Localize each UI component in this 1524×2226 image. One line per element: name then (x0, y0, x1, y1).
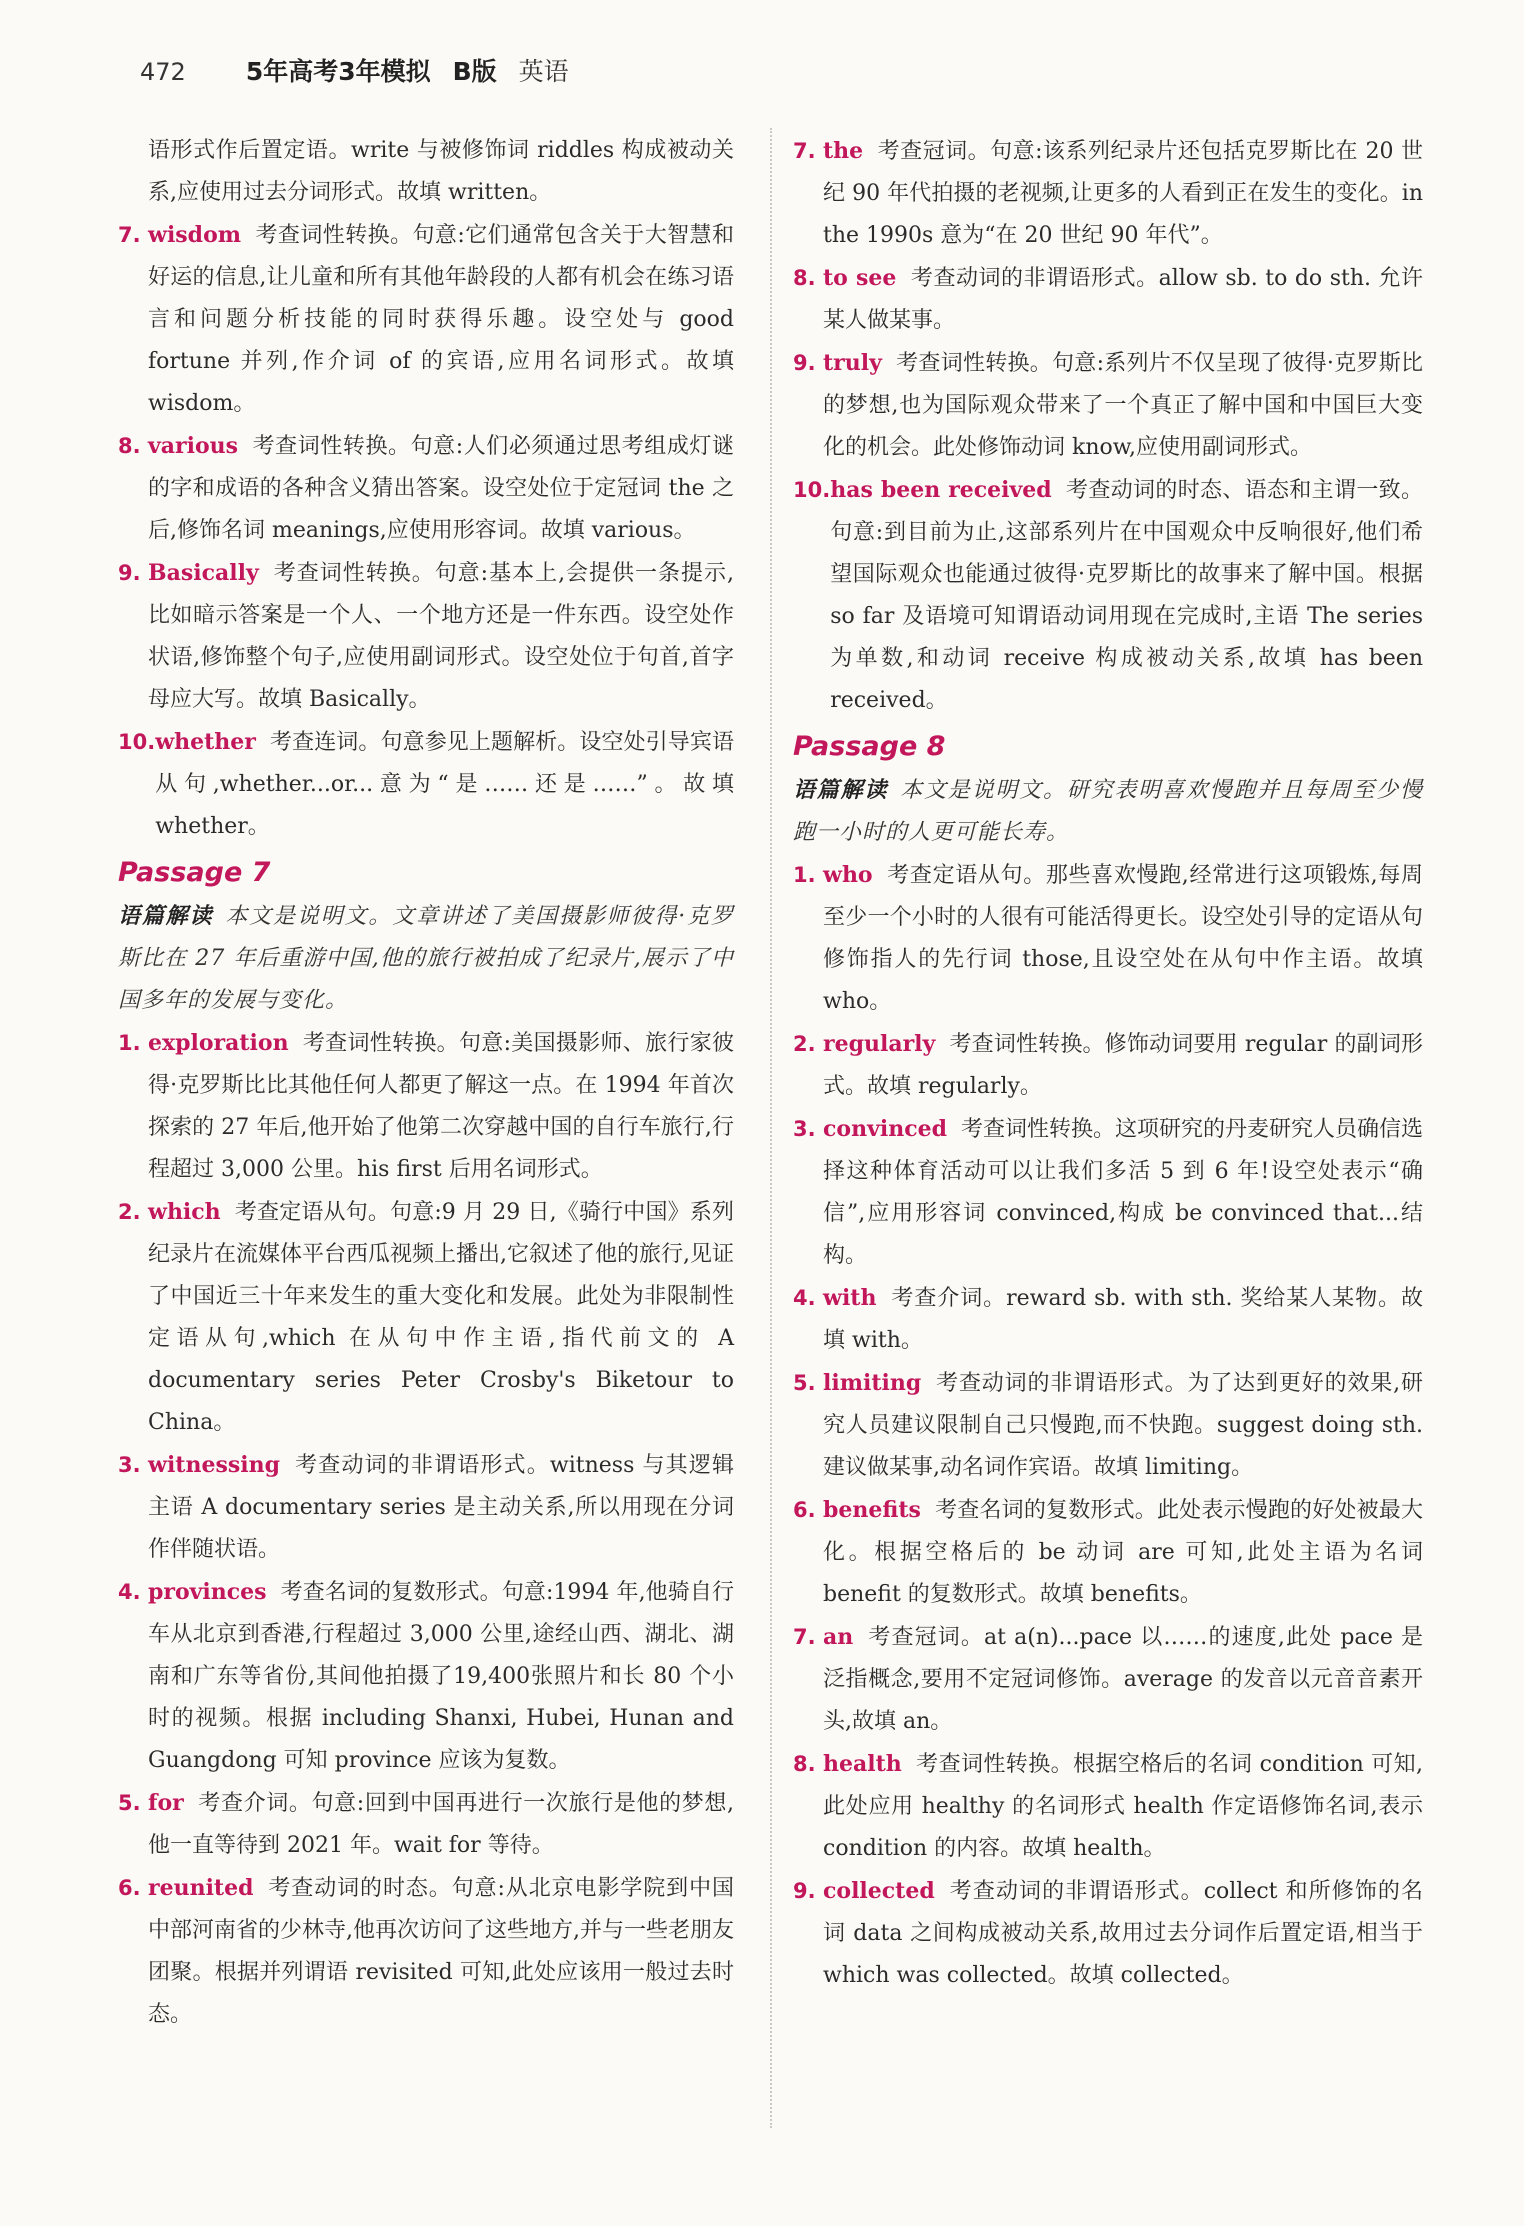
item-number: 5. (118, 1791, 141, 1815)
passage-title: Passage 7 (118, 857, 271, 888)
answer-item (793, 1108, 1423, 1277)
answer-word: an (823, 1624, 854, 1650)
item-number: 8. (118, 434, 141, 458)
item-number: 7. (118, 223, 141, 247)
answer-item (118, 1022, 734, 1191)
item-body (823, 257, 1423, 342)
explanation-text: 考查介词。reward sb. with sth. 奖给某人某物。故填 with。 (823, 1286, 1423, 1353)
explanation-text: 考查词性转换。根据空格后的名词 condition 可知,此处应用 healthy 的名词形式 health 作定语修饰名词,表示 condition 的内容。故填 health。 (823, 1752, 1423, 1861)
passage-intro (118, 896, 734, 1022)
intro-label: 语篇解读 (118, 904, 214, 929)
item-number: 6. (118, 1876, 141, 1900)
subject-label: 英语 (518, 57, 569, 86)
item-number: 10. (793, 478, 831, 502)
explanation-text: 考查词性转换。句意:基本上,会提供一条提示,比如暗示答案是一个人、一个地方还是一件东西。设空处作状语,修饰整个句子,应使用副词形式。设空处位于句首,首字母应大写。故填 Basically。 (148, 561, 734, 712)
answer-item (118, 552, 734, 721)
item-number: 8. (793, 266, 816, 290)
explanation-text: 考查动词的非谓语形式。为了达到更好的效果,研究人员建议限制自己只慢跑,而不快跑。suggest doing sth.建议做某事,动名词作宾语。故填 limiting。 (823, 1371, 1423, 1480)
answer-item (118, 1444, 734, 1571)
passage-title: Passage 8 (793, 731, 946, 762)
item-number: 7. (793, 139, 816, 163)
intro-text: 本文是说明文。文章讲述了美国摄影师彼得·克罗斯比在 27 年后重游中国,他的旅行被拍成了纪录片,展示了中国多年的发展与变化。 (118, 904, 734, 1013)
explanation-text: 考查名词的复数形式。此处表示慢跑的好处被最大化。根据空格后的 be 动词 are 可知,此处主语为名词 benefit 的复数形式。故填 benefits。 (823, 1498, 1423, 1607)
explanation-text: 考查定语从句。句意:9 月 29 日,《骑行中国》系列纪录片在流媒体平台西瓜视频上播出,它叙述了他的旅行,见证了中国近三十年来发生的重大变化和发展。此处为非限制性定语从句,which 在从句中作主语,指代前文的 A documentary series Peter Crosby's Biketour to China。 (148, 1200, 734, 1435)
item-body (823, 1362, 1423, 1489)
explanation-text: 考查动词的非谓语形式。witness 与其逻辑主语 A documentary series 是主动关系,所以用现在分词作伴随状语。 (148, 1453, 734, 1562)
answer-item (793, 130, 1423, 257)
item-body (823, 130, 1423, 257)
answer-list (118, 1022, 734, 2036)
answer-list (793, 854, 1423, 1997)
explanation-text: 考查词性转换。修饰动词要用 regular 的副词形式。故填 regularly。 (823, 1032, 1423, 1099)
explanation-text: 考查名词的复数形式。句意:1994 年,他骑自行车从北京到香港,行程超过 3,000 公里,途经山西、湖北、湖南和广东等省份,其间他拍摄了19,400张照片和长 80 个小时的视频。根据 including Shanxi, Hubei, Hunan and Guangdong 可知 province 应该为复数。 (148, 1580, 734, 1773)
answer-word: for (148, 1790, 184, 1816)
continuation-text: 语形式作后置定语。write 与被修饰词 riddles 构成被动关系,应使用过去分词形式。故填 written。 (148, 138, 734, 205)
item-body (823, 1023, 1423, 1108)
explanation-text: 考查词性转换。句意:它们通常包含关于大智慧和好运的信息,让儿童和所有其他年龄段的人都有机会在练习语言和问题分析技能的同时获得乐趣。设空处与 good fortune 并列,作介词 of 的宾语,应用名词形式。故填 wisdom。 (148, 223, 734, 416)
item-number: 8. (793, 1752, 816, 1776)
explanation-text: 考查动词的时态、语态和主谓一致。句意:到目前为止,这部系列片在中国观众中反响很好,他们希望国际观众也能通过彼得·克罗斯比的故事来了解中国。根据 so far 及语境可知谓语动词用现在完成时,主语 The series 为单数,和动词 receive 构成被动关系,故填 has been received。 (830, 478, 1423, 713)
edition-label: B版 (452, 57, 497, 86)
item-body (823, 1616, 1423, 1743)
answer-word: limiting (823, 1370, 922, 1396)
answer-item (793, 1616, 1423, 1743)
answer-item (793, 1023, 1423, 1108)
item-body (148, 214, 734, 425)
item-body (148, 552, 734, 721)
answer-word: exploration (148, 1030, 289, 1056)
answer-item (118, 214, 734, 425)
item-body (148, 425, 734, 552)
column-divider (770, 128, 772, 2128)
explanation-text: 考查介词。句意:回到中国再进行一次旅行是他的梦想,他一直等待到 2021 年。wait for 等待。 (148, 1791, 734, 1858)
answer-item (118, 1571, 734, 1782)
item-number: 9. (118, 561, 141, 585)
answer-word: truly (823, 350, 882, 376)
answer-item (793, 1277, 1423, 1362)
answer-item (118, 1191, 734, 1444)
answer-word: convinced (823, 1116, 947, 1142)
answer-item (793, 257, 1423, 342)
explanation-text: 考查动词的非谓语形式。allow sb. to do sth. 允许某人做某事。 (823, 266, 1424, 333)
answer-list (118, 214, 734, 848)
item-number: 3. (118, 1453, 141, 1477)
item-body (823, 1277, 1423, 1362)
answer-word: who (823, 862, 873, 888)
passage-intro (793, 770, 1423, 854)
answer-word: with (823, 1285, 877, 1311)
answer-item (793, 469, 1423, 722)
item-number: 4. (793, 1286, 816, 1310)
item-number: 1. (793, 863, 816, 887)
answer-item (793, 1489, 1423, 1616)
item-body (155, 721, 734, 848)
explanation-text: 考查冠词。句意:该系列纪录片还包括克罗斯比在 20 世纪 90 年代拍摄的老视频,让更多的人看到正在发生的变化。in the 1990s 意为“在 20 世纪 90 年代”。 (823, 139, 1423, 248)
page-header (140, 52, 569, 102)
answer-word: regularly (823, 1031, 936, 1057)
item-number: 4. (118, 1580, 141, 1604)
left-column (118, 130, 734, 2036)
explanation-text: 考查词性转换。句意:人们必须通过思考组成灯谜的字和成语的各种含义猜出答案。设空处位于定冠词 the 之后,修饰名词 meanings,应使用形容词。故填 various。 (148, 434, 734, 543)
item-body (148, 1571, 734, 1782)
item-number: 10. (118, 730, 156, 754)
answer-item (793, 854, 1423, 1023)
answer-item (793, 342, 1423, 469)
answer-item (118, 1867, 734, 2036)
explanation-text: 考查词性转换。这项研究的丹麦研究人员确信选择这种体育活动可以让我们多活 5 到 6 年!设空处表示“确信”,应用形容词 convinced,构成 be convinced that...结构。 (823, 1117, 1423, 1268)
answer-word: various (148, 433, 239, 459)
answer-item (118, 1782, 734, 1867)
item-body (823, 1108, 1423, 1277)
answer-item (793, 1743, 1423, 1870)
answer-word: to see (823, 265, 897, 291)
answer-word: has been received (830, 477, 1052, 503)
answer-word: health (823, 1751, 902, 1777)
answer-item (118, 425, 734, 552)
explanation-text: 考查动词的时态。句意:从北京电影学院到中国中部河南省的少林寺,他再次访问了这些地方,并与一些老朋友团聚。根据并列谓语 revisited 可知,此处应该用一般过去时态。 (148, 1876, 734, 2027)
item-number: 3. (793, 1117, 816, 1141)
item-body (148, 1782, 734, 1867)
explanation-text: 考查连词。句意参见上题解析。设空处引导宾语从句,whether...or...意为“是……还是……”。故填 whether。 (155, 730, 734, 839)
answer-word: Basically (148, 560, 259, 586)
item-number: 9. (793, 1879, 816, 1903)
page-number: 472 (140, 58, 186, 86)
answer-item (793, 1870, 1423, 1997)
answer-word: which (148, 1199, 221, 1225)
item-body (823, 854, 1423, 1023)
answer-item (793, 1362, 1423, 1489)
explanation-text: 考查动词的非谓语形式。collect 和所修饰的名词 data 之间构成被动关系,故用过去分词作后置定语,相当于 which was collected。故填 collected。 (823, 1879, 1423, 1988)
item-number: 9. (793, 351, 816, 375)
item-number: 7. (793, 1625, 816, 1649)
book-title: 5年高考3年模拟 (245, 57, 431, 86)
item-body (148, 1444, 734, 1571)
item-body (823, 1743, 1423, 1870)
item-number: 2. (793, 1032, 816, 1056)
answer-word: provinces (148, 1579, 267, 1605)
answer-word: whether (155, 729, 256, 755)
intro-text: 本文是说明文。研究表明喜欢慢跑并且每周至少慢跑一小时的人更可能长寿。 (793, 778, 1423, 845)
answer-item (118, 721, 734, 848)
explanation-text: 考查定语从句。那些喜欢慢跑,经常进行这项锻炼,每周至少一个小时的人很有可能活得更长。设空处引导的定语从句修饰指人的先行词 those,且设空处在从句中作主语。故填 who。 (823, 863, 1423, 1014)
answer-word: reunited (148, 1875, 254, 1901)
item-body (148, 1867, 734, 2036)
answer-list (793, 130, 1423, 722)
answer-word: benefits (823, 1497, 921, 1523)
item-body (148, 1191, 734, 1444)
explanation-text: 考查词性转换。句意:系列片不仅呈现了彼得·克罗斯比的梦想,也为国际观众带来了一个真正了解中国和中国巨大变化的机会。此处修饰动词 know,应使用副词形式。 (823, 351, 1423, 460)
item-body (823, 342, 1423, 469)
explanation-text: 考查冠词。at a(n)...pace 以……的速度,此处 pace 是泛指概念,要用不定冠词修饰。average 的发音以元音音素开头,故填 an。 (823, 1625, 1423, 1734)
answer-word: collected (823, 1878, 935, 1904)
right-column (793, 130, 1423, 1997)
explanation-text: 考查词性转换。句意:美国摄影师、旅行家彼得·克罗斯比比其他任何人都更了解这一点。在 1994 年首次探索的 27 年后,他开始了他第二次穿越中国的自行车旅行,行程超过 3,000 公里。his first 后用名词形式。 (148, 1031, 734, 1182)
item-number: 6. (793, 1498, 816, 1522)
item-number: 5. (793, 1371, 816, 1395)
item-body (823, 1489, 1423, 1616)
item-number: 2. (118, 1200, 141, 1224)
item-body (830, 469, 1423, 722)
item-number: 1. (118, 1031, 141, 1055)
item-body (148, 1022, 734, 1191)
intro-label: 语篇解读 (793, 778, 889, 803)
answer-word: witnessing (148, 1452, 280, 1478)
answer-word: wisdom (148, 222, 242, 248)
item-body (823, 1870, 1423, 1997)
answer-word: the (823, 138, 864, 164)
